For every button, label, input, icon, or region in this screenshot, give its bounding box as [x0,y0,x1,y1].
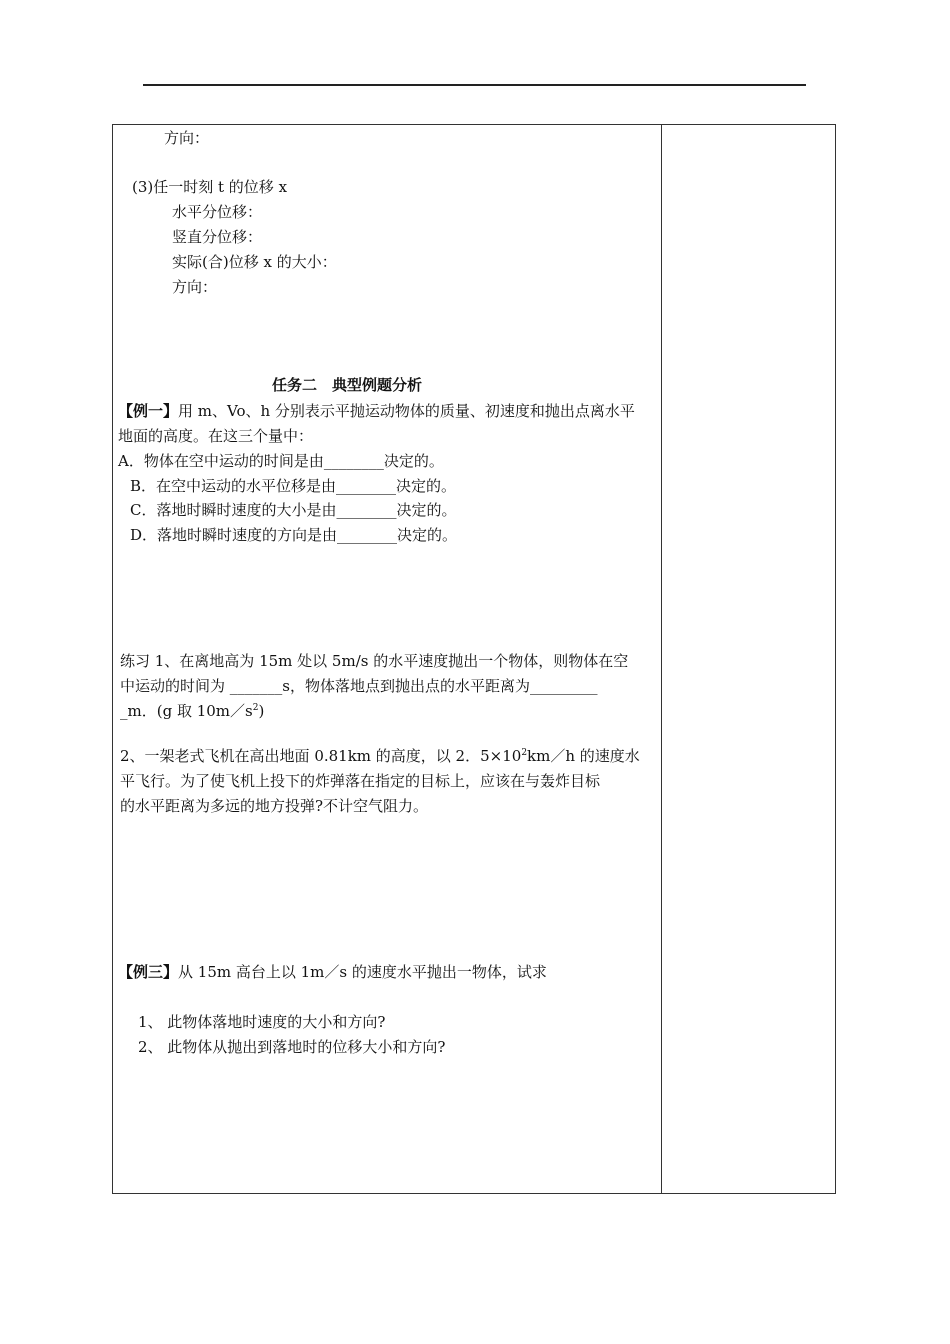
example3-question-1: 1、 此物体落地时速度的大小和方向? [138,1013,386,1031]
direction-label-1: 方向： [164,129,210,147]
example1-line1 [118,401,635,421]
practice1-line3-main: _m．(g 取 10m／s [120,702,253,720]
example1-tag: 【例一】 [118,402,179,420]
example1-option-a: A．物体在空中运动的时间是由________决定的。 [118,452,444,470]
example1-option-d: D．落地时瞬时速度的方向是由________决定的。 [130,526,458,544]
actual-displacement-label: 实际(合)位移 x 的大小： [172,253,337,271]
example3-question-2: 2、 此物体从抛出到落地时的位移大小和方向? [138,1038,446,1056]
table-column-divider [661,124,662,1194]
example1-text-1: 用 m、Vo、h 分别表示平抛运动物体的质量、初速度和抛出点离水平 [178,402,635,420]
header-rule [143,84,806,86]
practice2-line1-b: km／h 的速度水 [527,747,640,765]
practice2-line1-a: 2、一架老式飞机在高出地面 0.81km 的高度，以 2．5×10 [120,747,522,765]
practice2-line2: 平飞行。为了使飞机上投下的炸弹落在指定的目标上，应该在与轰炸目标 [120,772,601,790]
practice2-line1 [120,746,640,766]
horizontal-displacement-label: 水平分位移： [172,203,263,221]
practice1-exponent: 2 [252,703,259,713]
vertical-displacement-label: 竖直分位移： [172,228,263,246]
practice1-line2: 中运动的时间为 _______s，物体落地点到抛出点的水平距离为_________ [120,677,598,695]
example1-option-c: C．落地时瞬时速度的大小是由________决定的。 [130,501,457,519]
example3-text: 从 15m 高台上以 1m／s 的速度水平抛出一物体，试求 [178,963,547,981]
practice1-line3 [120,701,264,721]
example1-option-b: B．在空中运动的水平位移是由________决定的。 [130,477,457,495]
practice2-line3: 的水平距离为多远的地方投弹?不计空气阻力。 [120,797,429,815]
task2-title: 任务二 典型例题分析 [272,376,423,394]
practice1-line3-end: ) [258,702,265,720]
practice1-line1: 练习 1、在离地高为 15m 处以 5m/s 的水平速度抛出一个物体，则物体在空 [120,652,629,670]
example1-line2: 地面的高度。在这三个量中： [118,427,314,445]
practice2-exponent: 2 [521,748,528,758]
direction-label-2: 方向： [172,278,218,296]
displacement-heading: (3)任一时刻 t 的位移 x [132,178,288,196]
example3-line [118,962,547,982]
example3-tag: 【例三】 [118,963,179,981]
